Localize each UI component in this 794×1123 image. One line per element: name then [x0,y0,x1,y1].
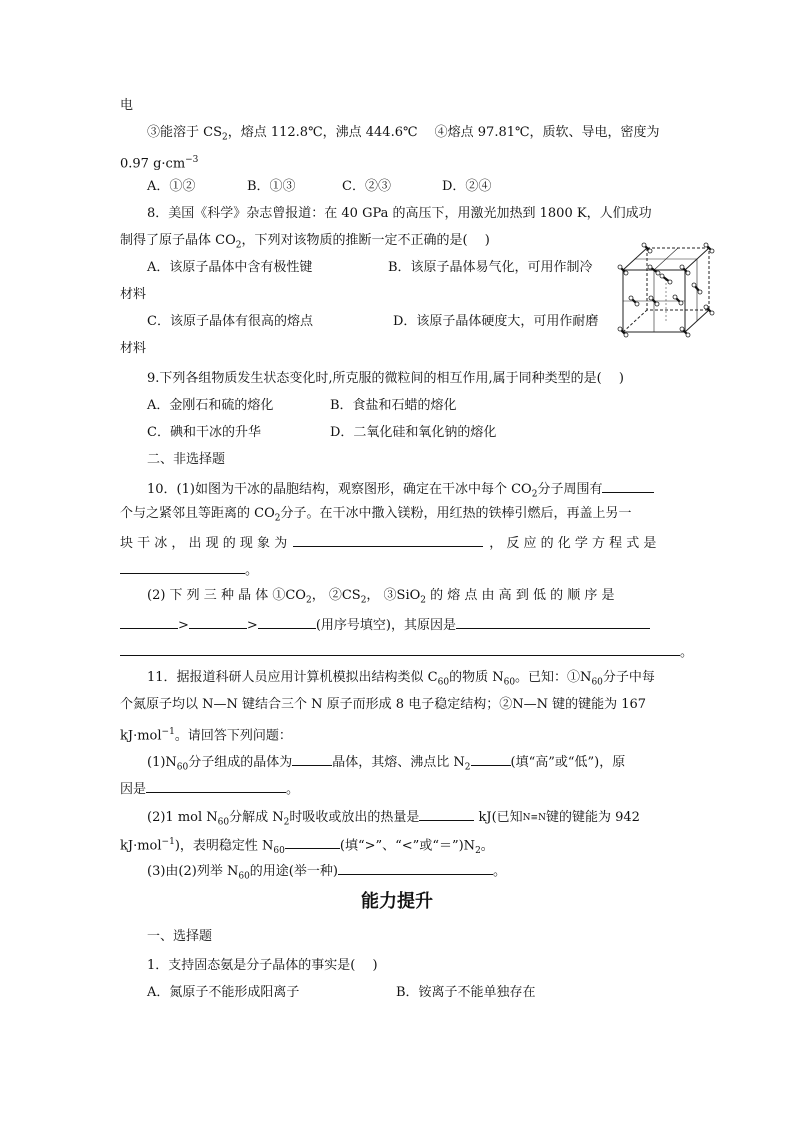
q11-stem: kJ·mol$^{-1}$。请回答下列问题： [120,727,292,744]
answer-blank[interactable] [456,614,650,629]
text-line: 0.97 $g\cdot cm^{-3}$ [120,155,199,172]
answer-blank[interactable] [338,860,493,875]
answer-blank[interactable] [258,614,316,629]
answer-blank[interactable] [602,478,654,493]
q10-line: 个与之紧邻且等距离的 $CO_2$分子。在干冰中撒入镁粉，用红热的铁棒引燃后，再盖上另一 [120,506,632,524]
q9-option-b: B．食盐和石蜡的熔化 [330,398,457,413]
q9-option-a: A．金刚石和硫的熔化 [147,398,274,413]
q9-option-c: C．碘和干冰的升华 [147,425,261,440]
answer-blank[interactable] [293,532,483,547]
q8-option-c: C．该原子晶体有很高的熔点 [147,314,313,329]
q7-option-b: B．①③ [247,179,296,194]
q7-option-d: D．②④ [442,179,492,194]
q10-part2: (2) 下 列 三 种 晶 体 $①CO_2$， $②CS_2$， ③SiO$_2$ 的 熔 点 由 高 到 低 的 顺 序 是 [147,588,615,606]
q8-stem: 8．美国《科学》杂志曾报道：在 40 GPa 的高压下，用激光加热到 1800 K，人们成功 [147,206,652,221]
text-line: ③能溶于 $CS_2$，熔点 112.8℃，沸点 444.6℃ ④熔点 97.81℃，质软、导电，密度为 [147,125,660,143]
q10-line: 。 [120,559,258,580]
dry-ice-unit-cell-figure [617,242,717,342]
answer-blank[interactable] [292,751,332,766]
q11-part1-cont: 因是 。 [120,778,299,799]
answer-blank[interactable] [146,778,286,793]
text-line: 电 [120,98,134,113]
q11-part2-cont: kJ·mol$^{-1}$)，表明稳定性 $N_{60}$ (填“>”、“<”或“$=”)N_2$。 [120,833,494,860]
p1-option-b: B．铵离子不能单独存在 [396,985,536,1000]
answer-blank[interactable] [189,614,247,629]
q8-option-b-cont: 材料 [120,287,147,302]
q11-part2: (2)1 mol $N_{60}$分解成 $N_2$时吸收或放出的热量是 kJ(已知N≡N键的键能为 942 [147,806,640,832]
section-heading-nonchoice: 二、非选择题 [147,452,226,467]
q10-part2-cont: > > (用序号填空)，其原因是 [120,614,650,635]
q11-stem: 个氮原子均以 N—N 键结合三个 N 原子而形成 8 电子稳定结构；②N—N 键的键能为 167 [120,697,647,712]
answer-blank[interactable] [285,834,340,849]
p1-stem: 1．支持固态氨是分子晶体的事实是( ) [147,958,378,973]
q10-line: 10．(1)如图为干冰的晶胞结构，观察图形，确定在干冰中每个 $CO_2$分子周围有 [147,478,654,504]
q11-part3: (3)由(2)列举 $N_{60}$的用途(举一种) 。 [147,860,506,886]
q7-option-a: A．①② [147,179,196,194]
q8-option-b: B．该原子晶体易气化，可用作制冷 [388,260,593,275]
answer-blank[interactable] [120,641,680,656]
q9-option-d: D．二氧化硅和氧化钠的熔化 [330,425,497,440]
q10-part2-cont: 。 [120,641,693,662]
q10-line: 块 干 冰 ， 出 现 的 现 象 为 ， 反 应 的 化 学 方 程 式 是 [120,532,674,553]
triple-bond-symbol: N≡N [522,812,546,823]
answer-blank[interactable] [419,806,474,821]
q11-part1: $(1)N_{60}$分子组成的晶体为 晶体，其熔、沸点比 $N_2$ (填“高”或“低”)，原 [147,751,625,777]
p1-option-a: A．氮原子不能形成阳离子 [147,985,300,1000]
section-heading-choice: 一、选择题 [147,929,213,944]
q8-option-a: A．该原子晶体中含有极性键 [147,260,313,275]
q8-stem-cont: 制得了原子晶体 $CO_2$，下列对该物质的推断一定不正确的是( ) [120,233,490,251]
q9-stem: 9.下列各组物质发生状态变化时,所克服的微粒间的相互作用,属于同种类型的是( ) [147,371,624,386]
answer-blank[interactable] [120,614,178,629]
q11-stem: 11．据报道科研人员应用计算机模拟出结构类似 $C_{60}$的物质 $N_{60}$。已知：$①N_{60}$分子中每 [147,670,655,688]
answer-blank[interactable] [471,751,511,766]
section-title-ability: 能力提升 [361,891,433,912]
q8-option-d: D．该原子晶体硬度大，可用作耐磨 [393,314,599,329]
answer-blank[interactable] [120,559,245,574]
q8-option-d-cont: 材料 [120,341,147,356]
q7-option-c: C．②③ [342,179,391,194]
